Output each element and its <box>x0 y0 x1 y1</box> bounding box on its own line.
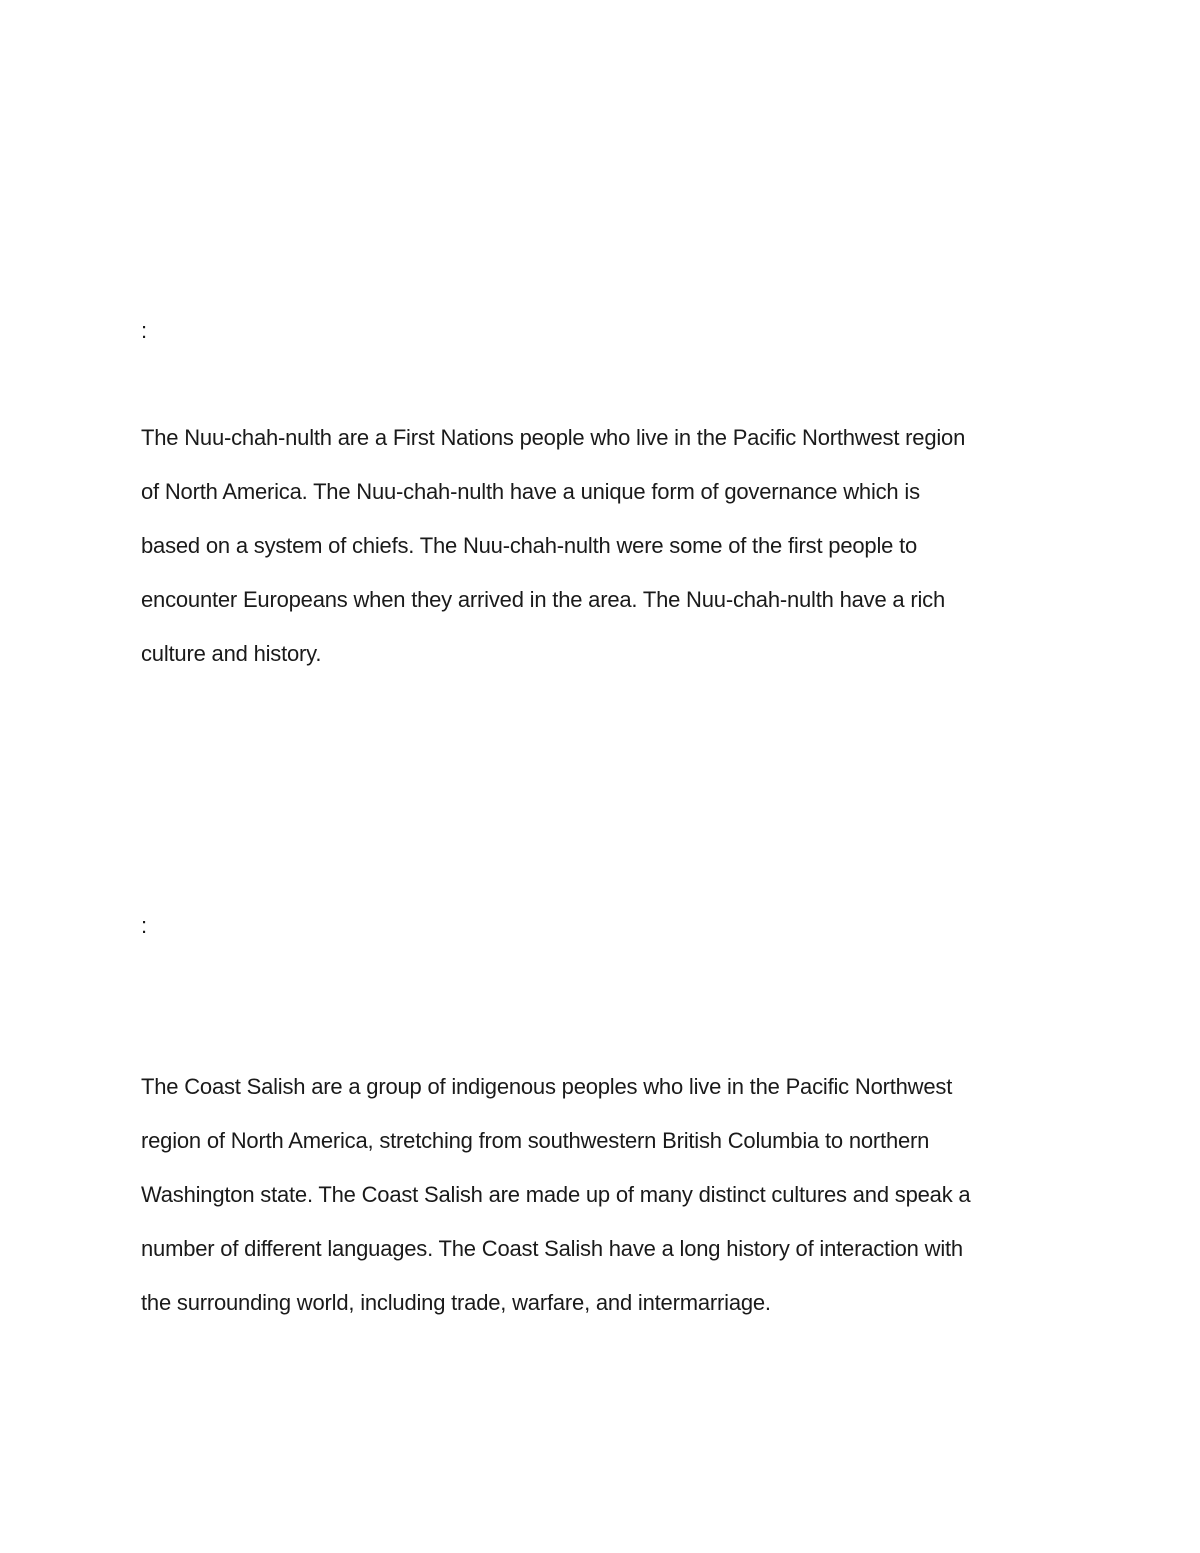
paragraph-nuu-chah-nulth <box>141 411 1071 681</box>
paragraph-line: number of different languages. The Coast Salish have a long history of interaction with <box>141 1236 963 1261</box>
paragraph-line: region of North America, stretching from southwestern British Columbia to northern <box>141 1128 930 1153</box>
paragraph-line: encounter Europeans when they arrived in the area. The Nuu-chah-nulth have a rich <box>141 587 946 612</box>
section-marker: : <box>141 913 148 938</box>
paragraph-coast-salish <box>141 1060 1071 1330</box>
section-marker: : <box>141 318 148 343</box>
paragraph-line: culture and history. <box>141 641 322 666</box>
paragraph-line: of North America. The Nuu-chah-nulth have a unique form of governance which is <box>141 479 920 504</box>
paragraph-line: The Nuu-chah-nulth are a First Nations people who live in the Pacific Northwest region <box>141 425 966 450</box>
paragraph-line: the surrounding world, including trade, warfare, and intermarriage. <box>141 1290 771 1315</box>
paragraph-line: based on a system of chiefs. The Nuu-chah-nulth were some of the first people to <box>141 533 918 558</box>
paragraph-line: The Coast Salish are a group of indigenous peoples who live in the Pacific Northwest <box>141 1074 953 1099</box>
paragraph-line: Washington state. The Coast Salish are made up of many distinct cultures and speak a <box>141 1182 971 1207</box>
